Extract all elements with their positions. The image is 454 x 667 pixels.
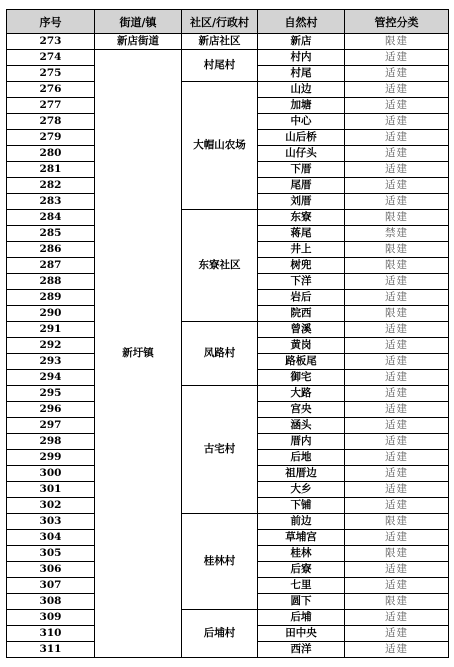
header-village: 自然村 [258,10,345,34]
table-row [7,82,449,98]
natural-village-cell: 西洋 [258,642,345,658]
natural-village-cell: 厝内 [258,434,345,450]
natural-village-cell: 尾厝 [258,178,345,194]
natural-village-cell: 大乡 [258,482,345,498]
control-category-cell: 适建 [345,194,449,210]
row-number: 278 [7,114,95,130]
natural-village-cell: 山后桥 [258,130,345,146]
row-number: 276 [7,82,95,98]
control-category-cell: 适建 [345,578,449,594]
row-number: 307 [7,578,95,594]
row-number: 302 [7,498,95,514]
natural-village-cell: 岩后 [258,290,345,306]
control-category-cell: 适建 [345,146,449,162]
table-row [7,210,449,226]
row-number: 309 [7,610,95,626]
control-category-cell: 适建 [345,610,449,626]
control-category-cell: 适建 [345,450,449,466]
natural-village-cell: 御宅 [258,370,345,386]
natural-village-cell: 曾溪 [258,322,345,338]
natural-village-cell: 刘厝 [258,194,345,210]
header-street: 街道/镇 [95,10,182,34]
control-category-cell: 适建 [345,642,449,658]
control-category-cell: 适建 [345,338,449,354]
community-cell: 古宅村 [182,386,258,514]
control-category-cell: 适建 [345,274,449,290]
control-category-cell: 适建 [345,626,449,642]
row-number: 303 [7,514,95,530]
control-category-cell: 适建 [345,466,449,482]
row-number: 296 [7,402,95,418]
row-number: 304 [7,530,95,546]
street-town-cell: 新店街道 [95,34,182,50]
row-number: 273 [7,34,95,50]
row-number: 289 [7,290,95,306]
row-number: 298 [7,434,95,450]
row-number: 284 [7,210,95,226]
row-number: 291 [7,322,95,338]
control-category-cell: 适建 [345,130,449,146]
table-row [7,514,449,530]
natural-village-cell: 桂林 [258,546,345,562]
row-number: 290 [7,306,95,322]
village-control-table [6,9,449,658]
header-category: 管控分类 [345,10,449,34]
natural-village-cell: 田中央 [258,626,345,642]
row-number: 293 [7,354,95,370]
row-number: 308 [7,594,95,610]
control-category-cell: 适建 [345,530,449,546]
table-body [7,34,449,658]
table-row [7,34,449,50]
natural-village-cell: 宫央 [258,402,345,418]
row-number: 311 [7,642,95,658]
control-category-cell: 限建 [345,34,449,50]
natural-village-cell: 后地 [258,450,345,466]
row-number: 297 [7,418,95,434]
natural-village-cell: 圆下 [258,594,345,610]
community-cell: 村尾村 [182,50,258,82]
natural-village-cell: 草埔宫 [258,530,345,546]
natural-village-cell: 蒋尾 [258,226,345,242]
table-row [7,610,449,626]
control-category-cell: 适建 [345,82,449,98]
row-number: 305 [7,546,95,562]
control-category-cell: 限建 [345,258,449,274]
control-category-cell: 适建 [345,98,449,114]
community-cell: 后埔村 [182,610,258,658]
control-category-cell: 适建 [345,482,449,498]
row-number: 285 [7,226,95,242]
natural-village-cell: 加塘 [258,98,345,114]
control-category-cell: 适建 [345,114,449,130]
control-category-cell: 适建 [345,50,449,66]
control-category-cell: 适建 [345,402,449,418]
control-category-cell: 适建 [345,66,449,82]
natural-village-cell: 东寮 [258,210,345,226]
row-number: 280 [7,146,95,162]
row-number: 301 [7,482,95,498]
row-number: 286 [7,242,95,258]
street-town-cell: 新圩镇 [95,50,182,658]
natural-village-cell: 涵头 [258,418,345,434]
natural-village-cell: 村内 [258,50,345,66]
community-cell: 大帽山农场 [182,82,258,210]
row-number: 292 [7,338,95,354]
row-number: 283 [7,194,95,210]
natural-village-cell: 路板尾 [258,354,345,370]
control-category-cell: 限建 [345,210,449,226]
natural-village-cell: 黄岗 [258,338,345,354]
header-row [7,10,449,34]
row-number: 294 [7,370,95,386]
row-number: 282 [7,178,95,194]
control-category-cell: 适建 [345,386,449,402]
control-category-cell: 限建 [345,594,449,610]
natural-village-cell: 后寮 [258,562,345,578]
natural-village-cell: 后埔 [258,610,345,626]
row-number: 300 [7,466,95,482]
natural-village-cell: 村尾 [258,66,345,82]
community-cell: 东寮社区 [182,210,258,322]
community-cell: 新店社区 [182,34,258,50]
table-row [7,50,449,66]
natural-village-cell: 中心 [258,114,345,130]
control-category-cell: 适建 [345,434,449,450]
control-category-cell: 适建 [345,562,449,578]
control-category-cell: 适建 [345,418,449,434]
row-number: 287 [7,258,95,274]
row-number: 310 [7,626,95,642]
natural-village-cell: 下铺 [258,498,345,514]
control-category-cell: 限建 [345,242,449,258]
control-category-cell: 适建 [345,290,449,306]
control-category-cell: 限建 [345,546,449,562]
row-number: 288 [7,274,95,290]
control-category-cell: 适建 [345,498,449,514]
control-category-cell: 适建 [345,322,449,338]
control-category-cell: 适建 [345,354,449,370]
header-community: 社区/行政村 [182,10,258,34]
row-number: 279 [7,130,95,146]
community-cell: 桂林村 [182,514,258,610]
row-number: 274 [7,50,95,66]
row-number: 275 [7,66,95,82]
community-cell: 凤路村 [182,322,258,386]
control-category-cell: 适建 [345,370,449,386]
natural-village-cell: 院西 [258,306,345,322]
table-row [7,386,449,402]
natural-village-cell: 新店 [258,34,345,50]
row-number: 281 [7,162,95,178]
row-number: 277 [7,98,95,114]
control-category-cell: 禁建 [345,226,449,242]
natural-village-cell: 山仔头 [258,146,345,162]
row-number: 295 [7,386,95,402]
natural-village-cell: 大路 [258,386,345,402]
natural-village-cell: 祖厝边 [258,466,345,482]
table-row [7,322,449,338]
row-number: 299 [7,450,95,466]
natural-village-cell: 下洋 [258,274,345,290]
natural-village-cell: 山边 [258,82,345,98]
natural-village-cell: 七里 [258,578,345,594]
natural-village-cell: 树兜 [258,258,345,274]
control-category-cell: 限建 [345,306,449,322]
natural-village-cell: 下厝 [258,162,345,178]
control-category-cell: 适建 [345,162,449,178]
row-number: 306 [7,562,95,578]
control-category-cell: 适建 [345,178,449,194]
control-category-cell: 限建 [345,514,449,530]
header-no: 序号 [7,10,95,34]
natural-village-cell: 井上 [258,242,345,258]
natural-village-cell: 前边 [258,514,345,530]
